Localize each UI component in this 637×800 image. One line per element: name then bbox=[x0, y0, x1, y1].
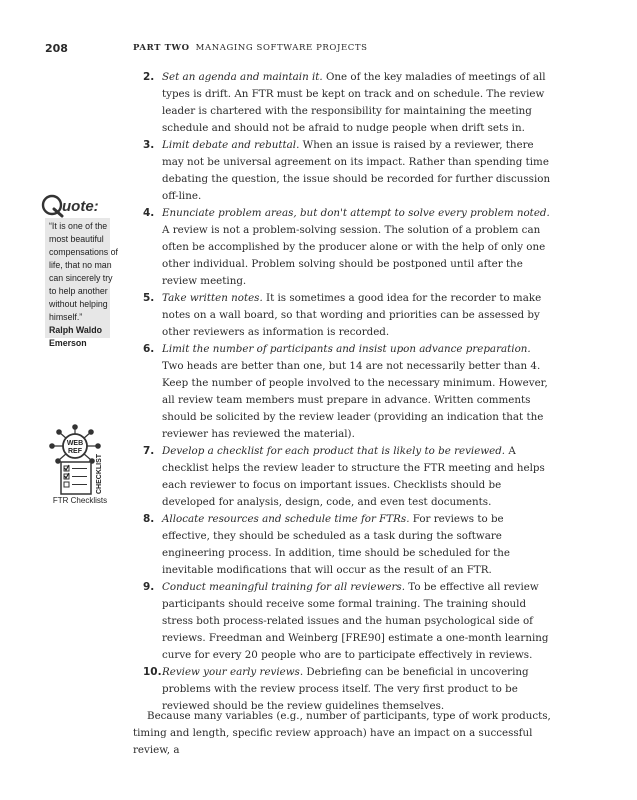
list-item bbox=[133, 341, 553, 443]
webref-badge-bottom: REF bbox=[68, 448, 82, 455]
item-number: 3. bbox=[143, 139, 155, 151]
item-number: 10. bbox=[143, 666, 162, 678]
item-lead: Allocate resources and schedule time for FTRs. bbox=[162, 513, 410, 525]
page-number: 208 bbox=[45, 42, 68, 55]
item-lead: Limit debate and rebuttal. bbox=[162, 139, 300, 151]
list-item bbox=[133, 290, 553, 341]
page-header bbox=[45, 42, 597, 58]
running-head bbox=[133, 43, 368, 53]
list-item bbox=[133, 205, 553, 290]
list-item bbox=[133, 511, 553, 579]
list-item bbox=[133, 579, 553, 664]
list-item bbox=[133, 443, 553, 511]
item-text: When an issue is raised by a reviewer, there may not be universal agreement on its impact. Rather than spending time debating the question, the issue should be recorded for further discussion off-line. bbox=[162, 139, 551, 202]
guidelines-list bbox=[133, 69, 553, 715]
item-lead: Take written notes. bbox=[162, 292, 263, 304]
webref-caption: FTR Checklists bbox=[52, 496, 108, 505]
quote-text: “It is one of the most beautiful compensations of life, that no man can sincerely try to help another without helping himself.” bbox=[49, 221, 118, 322]
quote-title bbox=[45, 196, 127, 218]
quote-sidebar bbox=[45, 196, 127, 354]
quote-author: Ralph Waldo Emerson bbox=[49, 325, 102, 348]
item-lead: Conduct meaningful training for all reviewers. bbox=[162, 581, 405, 593]
list-item bbox=[133, 69, 553, 137]
item-text: For reviews to be effective, they should be scheduled as a task during the software engineering process. In addition, time should be scheduled for the inevitable modifications that will occur as the result of an FTR. bbox=[162, 513, 510, 576]
part-label: PART TWO bbox=[133, 43, 190, 53]
item-text: Two heads are better than one, but 14 are not necessarily better than 4. Keep the number of people involved to the necessary minimum. However, all review team members must prepare in advance. Written comments should be solicited by the review leader (providing an indication that the reviewer has reviewed the material). bbox=[162, 360, 548, 440]
item-number: 8. bbox=[143, 513, 155, 525]
item-number: 6. bbox=[143, 343, 155, 355]
item-text: Debriefing can be beneficial in uncovering problems with the review process itself. The very first product to be reviewed should be the review guidelines themselves. bbox=[162, 666, 529, 712]
item-text: A review is not a problem-solving session. The solution of a problem can often be accomplished by the producer alone or with the help of only one other individual. Problem solving should be postponed until after the review meeting. bbox=[162, 224, 546, 287]
quote-body bbox=[45, 218, 125, 354]
webref-sidebar bbox=[45, 424, 115, 514]
webref-checklist-label: CHECKLIST bbox=[96, 453, 103, 494]
item-lead: Develop a checklist for each product that is likely to be reviewed. bbox=[162, 445, 506, 457]
item-text: It is sometimes a good idea for the recorder to make notes on a wall board, so that wording and priorities can be assessed by other reviewers as information is recorded. bbox=[162, 292, 542, 338]
item-number: 9. bbox=[143, 581, 155, 593]
item-number: 2. bbox=[143, 71, 155, 83]
quote-title-text: uote: bbox=[62, 198, 99, 215]
part-title: MANAGING SOFTWARE PROJECTS bbox=[195, 43, 368, 53]
webref-badge-top: WEB bbox=[66, 440, 84, 447]
item-text: One of the key maladies of meetings of all types is drift. An FTR must be kept on track and on schedule. The review leader is chartered with the responsibility for maintaining the meeting schedule and should not be afraid to nudge people when drift sets in. bbox=[162, 71, 546, 134]
closing-paragraph: Because many variables (e.g., number of participants, type of work products, timing and length, specific review approach) have an impact on a successful review, a bbox=[133, 710, 551, 756]
item-lead: Set an agenda and maintain it. bbox=[162, 71, 323, 83]
item-number: 5. bbox=[143, 292, 155, 304]
item-number: 4. bbox=[143, 207, 155, 219]
webref-checklist-icon bbox=[45, 424, 115, 496]
item-text: A checklist helps the review leader to structure the FTR meeting and helps each reviewer to focus on important issues. Checklists should be developed for analysis, design, code, and even test documents. bbox=[162, 445, 545, 508]
item-lead: Review your early reviews. bbox=[162, 666, 304, 678]
item-lead: Limit the number of participants and insist upon advance preparation. bbox=[162, 343, 531, 355]
item-lead: Enunciate problem areas, but don't attempt to solve every problem noted. bbox=[162, 207, 550, 219]
list-item bbox=[133, 137, 553, 205]
item-text: To be effective all review participants should receive some formal training. The training should stress both process-related issues and the human psychological side of reviews. Freedman and Weinberg [FRE90] estimate a one-month learning curve for every 20 people who are to participate effectively in reviews. bbox=[162, 581, 549, 661]
item-number: 7. bbox=[143, 445, 155, 457]
